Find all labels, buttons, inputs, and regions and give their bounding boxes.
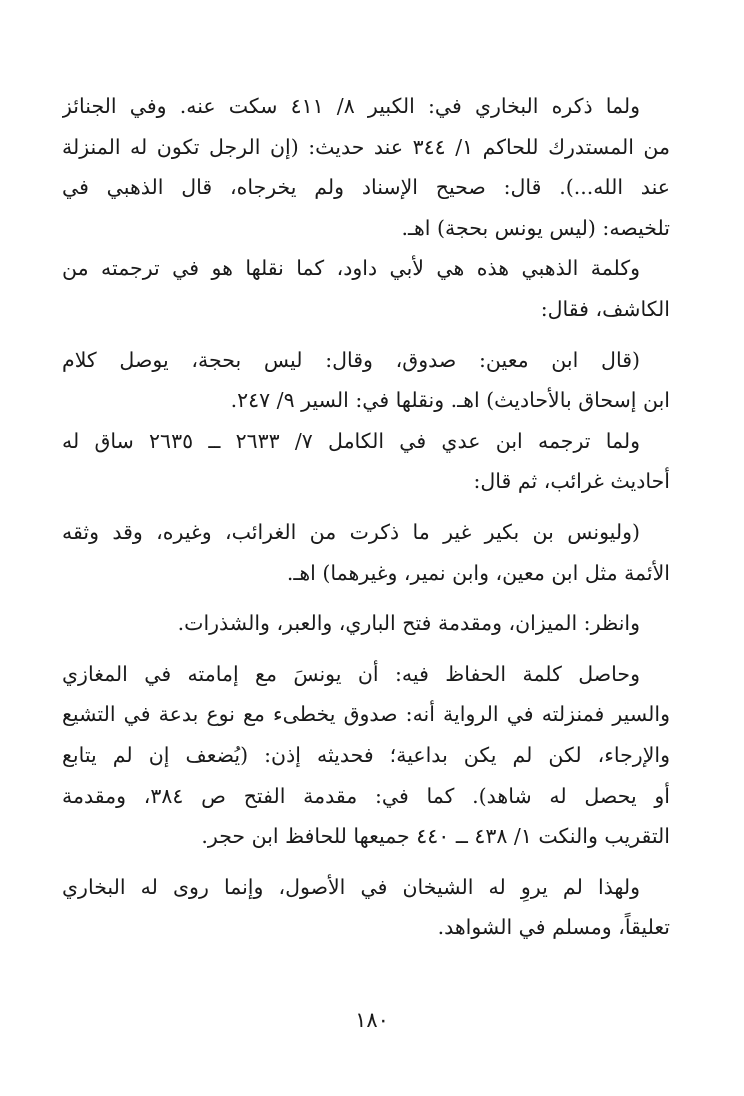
text-line: الكاشف، فقال: (540, 296, 670, 321)
text-line: ابن إسحاق بالأحاديث) اهـ. ونقلها في: السير ٩/ ٢٤٧. (230, 388, 670, 413)
text-line: وكلمة الذهبي هذه هي لأبي داود، كما نقلها هو في ترجمته من (62, 256, 640, 281)
text-line: ولما ترجمه ابن عدي في الكامل ٧/ ٢٦٣٣ ــ ٢٦٣٥ ساق له (62, 428, 640, 453)
text-line: والإرجاء، لكن لم يكن بداعية؛ فحديثه إذن: (يُضعف إن لم يتابع (62, 742, 670, 767)
paragraph-dhahabi-word (62, 248, 670, 329)
paragraph-ibn-maeen-quote (62, 340, 670, 421)
text-line: وحاصل كلمة الحفاظ فيه: أن يونسَ مع إمامته في المغازي (62, 661, 640, 686)
text-line: أو يحصل له شاهد). كما في: مقدمة الفتح ص ٣٨٤، ومقدمة (62, 783, 670, 808)
text-line: والسير فمنزلته في الرواية أنه: صدوق يخطىء مع نوع بدعة في التشيع (62, 702, 670, 727)
text-line: أحاديث غرائب، ثم قال: (473, 469, 670, 494)
text-line: (وليونس بن بكير غير ما ذكرت من الغرائب، وغيره، وقد وثقه (62, 519, 640, 544)
text-line: من المستدرك للحاكم ١/ ٣٤٤ عند حديث: (إن الرجل تكون له المنزلة (62, 134, 670, 159)
text-line: تلخيصه: (ليس يونس بحجة) اهـ. (401, 215, 670, 240)
page-number: ١٨٠ (355, 1008, 389, 1032)
text-line: ولما ذكره البخاري في: الكبير ٨/ ٤١١ سكت عنه. وفي الجنائز (62, 94, 640, 118)
paragraph-shaykhan (62, 867, 670, 948)
text-line: عند الله...). قال: صحيح الإسناد ولم يخرجاه، قال الذهبي في (62, 175, 670, 200)
text-line: تعليقاً، ومسلم في الشواهد. (437, 915, 670, 940)
paragraph-conclusion (62, 654, 670, 857)
paragraph-ibn-adi (62, 421, 670, 502)
text-line: وانظر: الميزان، ومقدمة فتح الباري، والعبر، والشذرات. (177, 611, 640, 636)
text-line: التقريب والنكت ١/ ٤٣٨ ــ ٤٤٠ جميعها للحافظ ابن حجر. (201, 824, 670, 849)
paragraph-bukhari-mention (62, 86, 670, 248)
text-line: الأئمة مثل ابن معين، وابن نمير، وغيرهما) اهـ. (286, 560, 670, 585)
paragraph-see-also (62, 603, 670, 644)
body-text (62, 86, 670, 948)
paragraph-ibn-adi-quote (62, 512, 670, 593)
text-line: ولهذا لم يروِ له الشيخان في الأصول، وإنما روى له البخاري (62, 874, 640, 899)
text-line: (قال ابن معين: صدوق، وقال: ليس بحجة، يوصل كلام (62, 347, 640, 372)
